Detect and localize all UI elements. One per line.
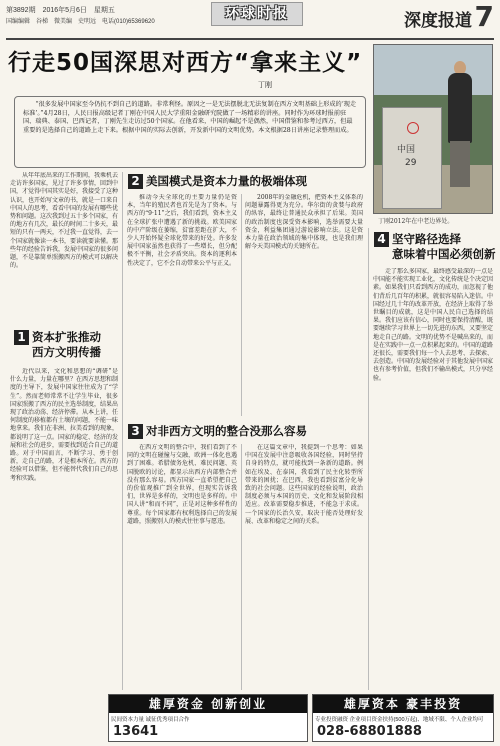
column-1-top [10, 172, 118, 322]
issue-line: 第3892期 2016年5月6日 星期五 [6, 7, 115, 14]
subhead-line: 坚守路径选择 [392, 232, 461, 246]
subhead-1 [14, 330, 101, 360]
subhead-number: 4 [374, 232, 389, 247]
column-3-bottom [245, 444, 363, 690]
subhead-line: 美国模式是资本力量的极端体现 [146, 174, 307, 188]
column-rule [122, 172, 123, 690]
headline: 行走50国深思对西方“拿来主义” [8, 50, 363, 76]
column-1-bottom [10, 368, 118, 690]
author-photo [373, 44, 493, 214]
body-text: 近代以来，文化和思想的“调研”是什么力量，力量在哪里？在西方思想和制度的主导下，发展中国家往往成为了“学生”。然而老师常常不让学生毕业，很多国家照搬了西方的民主选举制度，结果出现了政治动荡、经济停滞。从本上讲，任何制度的移植都有土壤的问题，不能一味地拿来。我们在非洲、拉美看到的现象，都说明了这一点。国家的稳定、经济的发展和社会的进步，需要找到适合自己的道路。对于中国而言，不断学习、勇于创新，走自己的路，才是根本所在。西方的经验可以借鉴，但不能替代我们自己的思考和实践。 [10, 368, 118, 482]
header-divider [6, 38, 494, 40]
column-rule [241, 194, 242, 416]
person-figure [448, 73, 472, 143]
marker-number: 29 [405, 158, 417, 168]
ad-subtitle: 民间资本力量 诚征优秀项目合作 [111, 717, 190, 723]
column-3-top [245, 194, 363, 416]
marker-label: 中国 [397, 145, 416, 155]
body-text: 走了那么多国家，最终感受最深的一点是中国能不能实现工业化，文化传统是个决定因素。如果我们只看到西方的成功，而忽视了他们背后几百年的积累，就很容易陷入迷信。中国经过几十年的改革开放，在经济上取得了举世瞩目的成就，这是中国人民自己选择的结果。我们应该有信心，同时也要保持清醒，既要继续学习世界上一切先进的东西，又要坚定地走自己的路。文明的优势不是喊出来的，而是在实践中一点一点积累起来的。中国的道路还很长，需要我们每一个人去思考、去探索、去创造。中国的发展经验对于其他发展中国家也有参考价值，但我们不输出模式，只分享经验。 [373, 268, 493, 382]
subhead-line: 意味着中国必须创新 [392, 247, 496, 261]
body-text: 从年年底出来的工作期间，我乘机去走访许多国家，见过了许多事情，回到中国，才觉得中国其实是好，我接受了这种认识，也开始写文章的书，就是一口来自中国人的思考，看看中国的发展有哪些优势和问题。这次我到过五十多个国家，有的地方有几次，最长的时间二十多天，最短的只有一两天，不过我一直觉得，去一个国家就像读一本书，要读就要读懂。那些年的经验告诉我，发展中国家的很多问题，不是靠简单照搬西方的模式可以解决的。 [10, 172, 118, 270]
section-title: 深度报道 [404, 11, 472, 31]
subhead-2 [128, 174, 307, 189]
author-byline: 丁刚 [258, 81, 272, 89]
column-rule [368, 228, 369, 690]
subhead-line: 对非西方文明的整合没那么容易 [146, 424, 307, 438]
page-header [6, 2, 494, 40]
ad-phone: 028-68801888 [317, 724, 422, 739]
masthead-logo: 环球时报 [211, 2, 303, 26]
body-text: 推动今天全球化的主要力量仍是资本，当年的殖民者也首先是为了资本。与西方的“9·11”之后，我们看到，资本主义在全球扩张中遭遇了新的挑战。欧美国家的中产阶级在萎缩，贫富差距在扩大，不少人开始怀疑全球化带来的好处。许多发展中国家虽然也获得了一些增长，但分配极不平衡，社会矛盾突出。资本的逐利本性决定了，它不会自动带来公平与正义。 [127, 194, 237, 267]
subhead-number: 1 [14, 330, 29, 345]
subhead-line: 资本扩张推动 [32, 330, 101, 344]
ad-phone: 13641 [113, 724, 159, 739]
column-2-top [127, 194, 237, 416]
body-text: 2008年的金融危机，把资本主义体系的问题暴露得更为充分。华尔街的贪婪与政府的纵容，最终让普通民众承担了后果。美国的政治制度也深受资本影响，选举需要大量资金，利益集团通过游说影响立法。这是资本力量在政治领域的集中体现，也是我们理解今天美国模式的关键所在。 [245, 194, 363, 251]
ad-title: 雄厚资金 创新创业 [109, 695, 307, 713]
lede-text: “很多发展中国家至今仍抗不到自己的道路。非常利怪。原因之一是无法摆脱北无法复制在西方文明基础上形成的‘现走标准’。”4月28日，人民日报高级记者丁刚在中国人民大学重阳金融研究院做了一场精彩的讲座。同时作为环球时报前驻国、瑞典、泰国、巴西记者，丁刚先生走访过50个国家。在他看来，中国的崛起不是偶然，中国借鉴和参考过西方，但最重要的是选择自己的道路上走下来。根据中国的实际去创新，开发新中国的文明优势。本文根据28日讲座记录整理而成。 [23, 101, 357, 134]
subhead-number: 3 [128, 424, 143, 439]
column-2-bottom [127, 444, 237, 690]
emblem-icon [407, 122, 419, 134]
editors-line: 国编编辑 谷梯 微美编 史明远 电话(010)65369620 [6, 19, 155, 25]
page-number: 7 [474, 0, 494, 33]
body-text: 在西方文明的整合中，我们看到了不同的文明在碰撞与交融，欧洲一体化也遇到了困难。希腊债务危机、难民问题、英国脱欧的讨论，都显示出西方内部整合并没有那么容易。西方国家一直希望把自己的价值观推广到全世界，但现实告诉我们，世界是多样的，文明也是多样的。中国人讲“和而不同”，正是对这种多样性的尊重。每个国家都有权利选择自己的发展道路，照搬别人的模式往往事与愿违。 [127, 444, 237, 525]
photo-caption: 丁刚2012年在中老边界处。 [378, 218, 454, 225]
advertisement-left[interactable] [108, 694, 308, 742]
border-marker [382, 107, 442, 209]
column-rule [241, 444, 242, 690]
subhead-3 [128, 424, 307, 439]
lede-box [14, 96, 366, 168]
subhead-number: 2 [128, 174, 143, 189]
subhead-line: 西方文明传播 [32, 345, 101, 359]
column-4 [373, 268, 493, 690]
body-text: 在这篇文章中，我提到一个思考：如果中国在发展中注意吸收各国经验，同时坚持自身的特点，就可能找到一条新的道路。例如在埃及、在泰国，我看到了民主化转型所带来的困扰；在巴西，我也看到贫富分化导致的社会问题。这些国家的经验说明，政治制度必须与本国的历史、文化和发展阶段相适应。改革需要稳步推进，不能急于求成。一个国家的长治久安，取决于能否处理好发展、改革和稳定之间的关系。 [245, 444, 363, 525]
advertisement-right[interactable] [312, 694, 494, 742]
ad-subtitle: 专业投资融资 企业项目资金扶持(500万起)、地域不限、个人企业均可 [315, 717, 484, 723]
subhead-4 [374, 232, 496, 262]
ad-title: 雄厚资本 豪丰投资 [313, 695, 493, 713]
